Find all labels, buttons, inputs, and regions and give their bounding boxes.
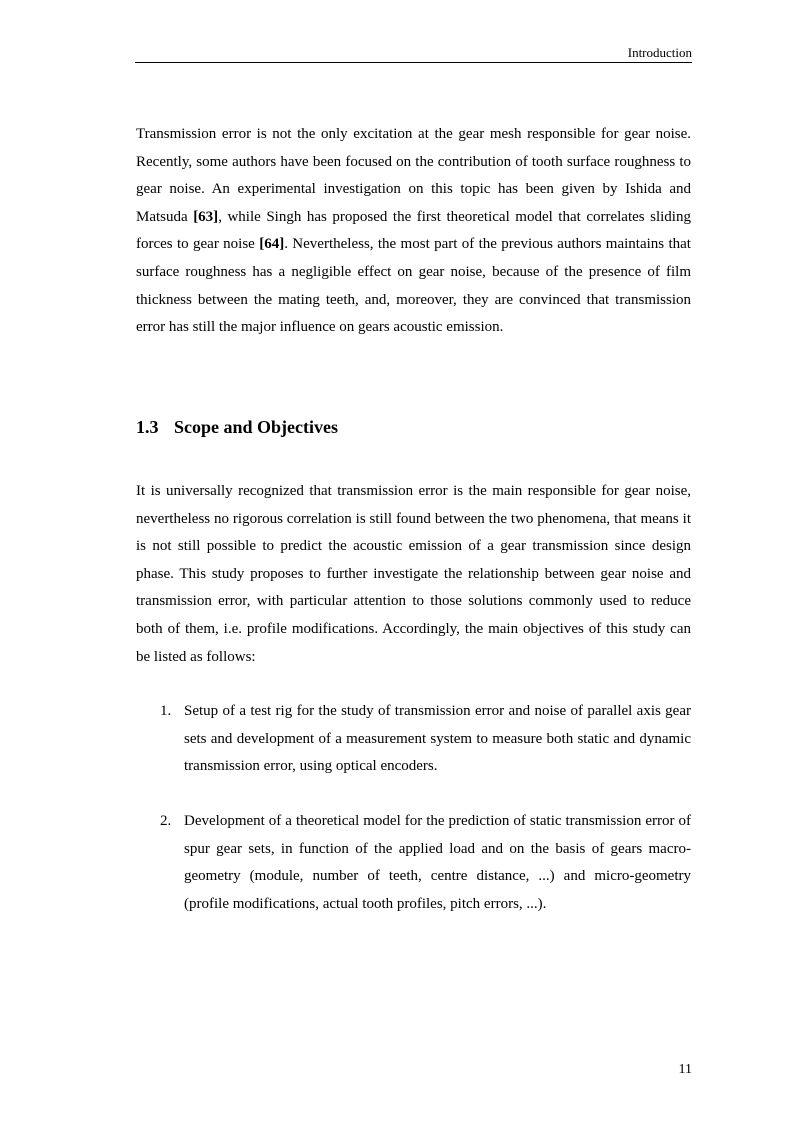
section-title: Scope and Objectives bbox=[174, 417, 338, 437]
objective-item bbox=[136, 808, 691, 918]
citation-63: [63] bbox=[193, 208, 219, 225]
paragraph-text: , while Singh has proposed the first theoretical model that correlates sliding forces to gear noise bbox=[136, 208, 691, 253]
section-number: 1.3 bbox=[136, 417, 159, 437]
objective-number: 1. bbox=[160, 703, 172, 719]
body-paragraph-2: It is universally recognized that transmission error is the main responsible for gear noise, nevertheless no rigorous correlation is still found between the two phenomena, that means it is not still possible to predict the acoustic emission of a gear transmission since design phase. This study proposes to further investigate the relationship between gear noise and transmission error, with particular attention to those solutions commonly used to reduce both of them, i.e. profile modifications. Accordingly, the main objectives of this study can be listed as follows: bbox=[136, 483, 691, 665]
objective-text: Development of a theoretical model for the prediction of static transmission error of spur gear sets, in function of the applied load and on the basis of gears macro-geometry (module, number of teeth, centre distance, ...) and micro-geometry (profile modifications, actual tooth profiles, pitch errors, ...). bbox=[184, 813, 691, 912]
page-number: 11 bbox=[678, 1062, 692, 1077]
objective-number: 2. bbox=[160, 813, 172, 829]
header-rule bbox=[135, 62, 692, 63]
body-paragraph-1 bbox=[136, 121, 691, 342]
objective-item bbox=[136, 698, 691, 781]
header-title: Introduction bbox=[627, 45, 692, 60]
paragraph-text: . Nevertheless, the most part of the previous authors maintains that surface roughness has a negligible effect on gear noise, because of the presence of film thickness between the mating teeth, and, moreover, they are convinced that transmission error has still the major influence on gears acoustic emission. bbox=[136, 236, 691, 336]
paragraph-text: Transmission error is not the only excitation at the gear mesh responsible for gear noise. Recently, some authors have been focused on the contribution of tooth surface roughness to gear noise. An experimental investigation on this topic has been given by Ishida and Matsuda bbox=[136, 126, 691, 225]
objective-text: Setup of a test rig for the study of transmission error and noise of parallel axis gear sets and development of a measurement system to measure both static and dynamic transmission error, using optical encoders. bbox=[184, 703, 691, 775]
section-heading bbox=[136, 414, 338, 440]
citation-64: [64] bbox=[259, 236, 285, 253]
